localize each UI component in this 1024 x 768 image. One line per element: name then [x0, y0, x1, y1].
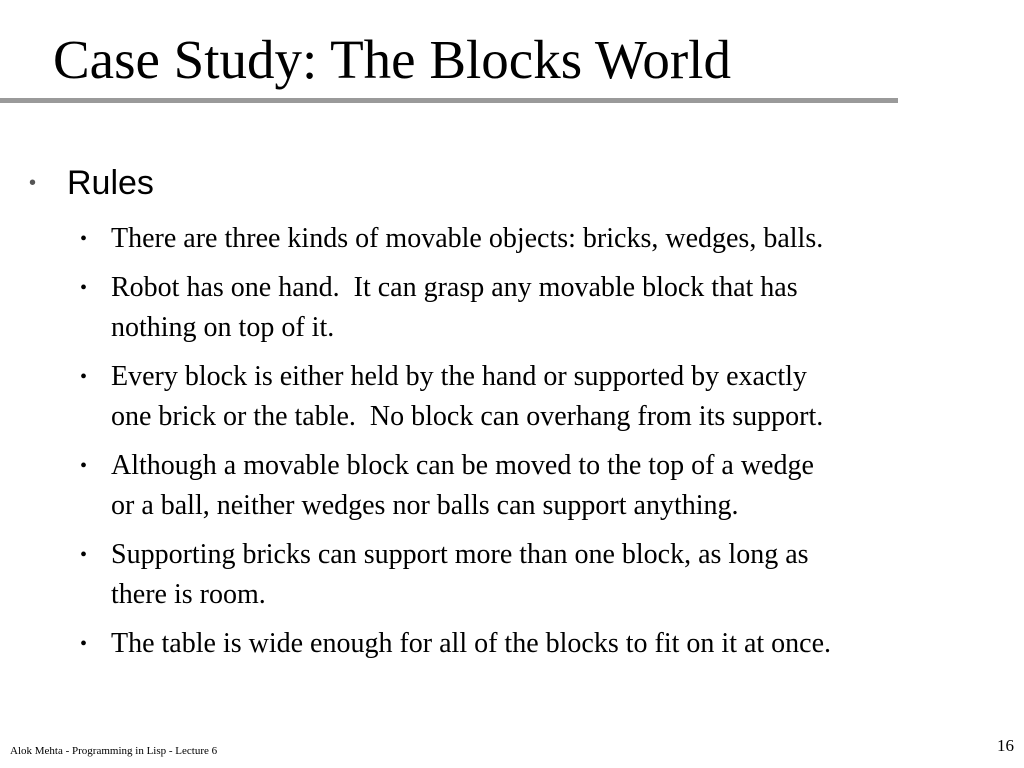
rule-text: Robot has one hand. It can grasp any movable block that has nothing on top of it.: [111, 272, 798, 343]
bullet-icon: •: [80, 633, 88, 655]
page-number: 16: [997, 736, 1014, 755]
rule-item: [80, 357, 1010, 437]
rule-item: [80, 446, 1010, 526]
rule-item: [80, 219, 1010, 259]
bullet-icon: •: [29, 172, 37, 195]
rule-item: [80, 535, 1010, 615]
rule-text: There are three kinds of movable objects: bricks, wedges, balls.: [111, 223, 824, 254]
bullet-icon: •: [80, 455, 88, 477]
bullet-icon: •: [80, 277, 88, 299]
rule-text: The table is wide enough for all of the blocks to fit on it at once.: [111, 628, 832, 659]
footer-course-label: Alok Mehta - Programming in Lisp - Lecture 6: [10, 745, 218, 757]
bullet-icon: •: [80, 366, 88, 388]
rule-text: Every block is either held by the hand or supported by exactly one brick or the table. No block can overhang from its support.: [111, 361, 824, 432]
slide-title: Case Study: The Blocks World: [53, 29, 731, 90]
bullet-icon: •: [80, 228, 88, 250]
rule-text: Supporting bricks can support more than one block, as long as there is room.: [111, 539, 809, 610]
rule-item: [80, 268, 1010, 348]
rule-item: [80, 624, 1010, 664]
rules-heading: [29, 163, 154, 204]
rule-text: Although a movable block can be moved to the top of a wedge or a ball, neither wedges nor balls can support anything.: [111, 450, 814, 521]
bullet-icon: •: [80, 544, 88, 566]
rules-label: Rules: [67, 164, 154, 202]
rules-list: [80, 219, 1010, 673]
title-divider: [0, 98, 898, 103]
